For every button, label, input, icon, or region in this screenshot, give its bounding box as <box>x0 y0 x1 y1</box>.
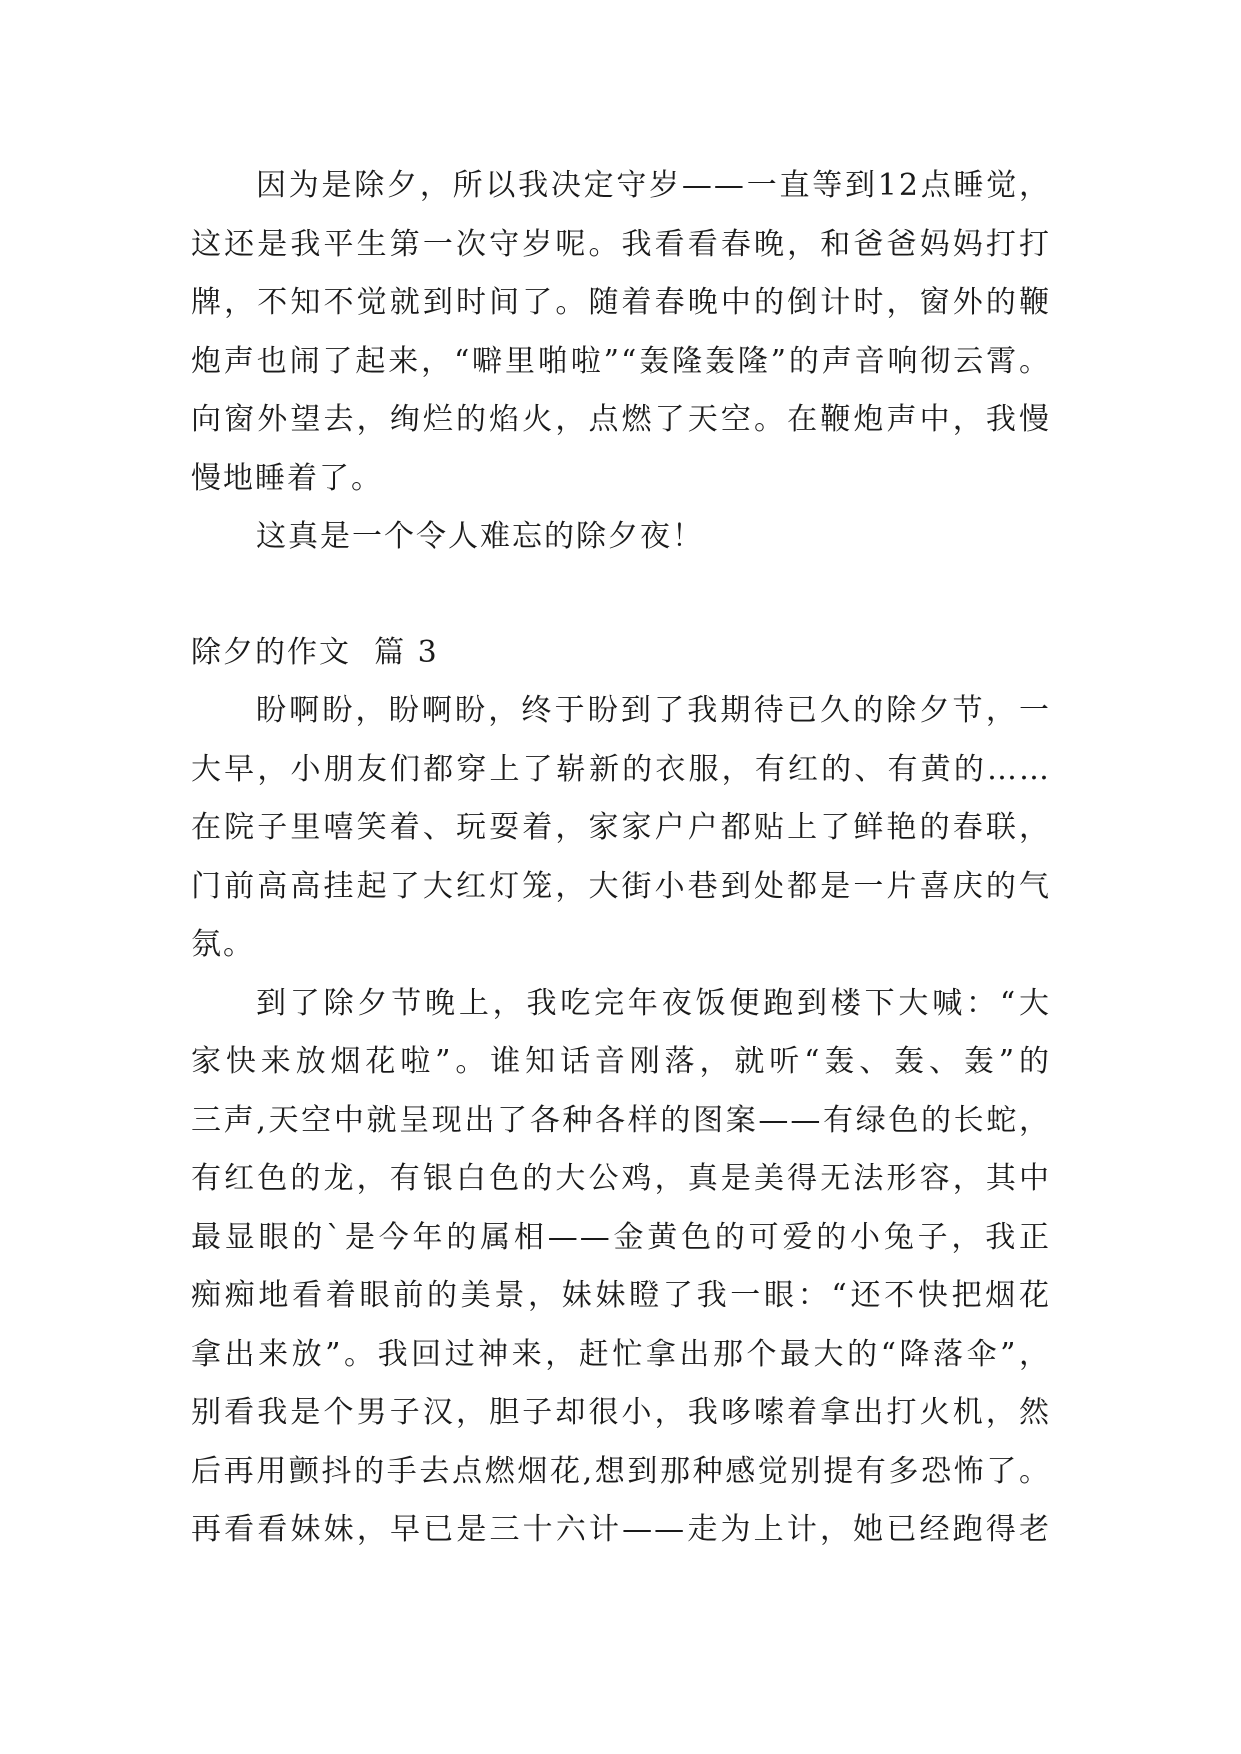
paragraph-3-line-1: 盼啊盼，盼啊盼，终于盼到了我期待已久的除夕节，一 <box>256 693 1051 728</box>
paragraph-4-line-1: 到了除夕节晚上，我吃完年夜饭便跑到楼下大喊：“大 <box>256 986 1051 1021</box>
paragraph-3-line-3: 在院子里嘻笑着、玩耍着，家家户户都贴上了鲜艳的春联， <box>191 810 1051 845</box>
paragraph-1-line-1: 因为是除夕，所以我决定守岁——一直等到12点睡觉， <box>256 168 1051 203</box>
paragraph-2-line-1: 这真是一个令人难忘的除夕夜！ <box>256 519 704 554</box>
paragraph-4-line-6: 痴痴地看着眼前的美景，妹妹瞪了我一眼：“还不快把烟花 <box>191 1278 1051 1313</box>
paragraph-4-line-4: 有红色的龙，有银白色的大公鸡，真是美得无法形容，其中 <box>191 1161 1051 1196</box>
paragraph-4-line-7: 拿出来放”。我回过神来，赶忙拿出那个最大的“降落伞”， <box>191 1337 1051 1372</box>
paragraph-1-line-6: 慢地睡着了。 <box>191 461 383 496</box>
paragraph-1-line-3: 牌，不知不觉就到时间了。随着春晚中的倒计时，窗外的鞭 <box>191 285 1051 320</box>
section-heading: 除夕的作文 篇 3 <box>191 635 439 670</box>
paragraph-3-line-2: 大早，小朋友们都穿上了崭新的衣服，有红的、有黄的…… <box>191 752 1051 787</box>
paragraph-1-line-4: 炮声也闹了起来，“噼里啪啦”“轰隆轰隆”的声音响彻云霄。 <box>191 344 1051 379</box>
paragraph-4-line-5: 最显眼的`是今年的属相——金黄色的可爱的小兔子，我正 <box>191 1220 1051 1255</box>
paragraph-1-line-5: 向窗外望去，绚烂的焰火，点燃了天空。在鞭炮声中，我慢 <box>191 402 1051 437</box>
paragraph-3-line-5: 氛。 <box>191 927 255 962</box>
paragraph-4-line-9: 后再用颤抖的手去点燃烟花,想到那种感觉别提有多恐怖了。 <box>191 1454 1051 1489</box>
paragraph-4-line-10: 再看看妹妹，早已是三十六计——走为上计，她已经跑得老 <box>191 1512 1051 1547</box>
paragraph-1-line-2: 这还是我平生第一次守岁呢。我看看春晚，和爸爸妈妈打打 <box>191 227 1051 262</box>
paragraph-4-line-2: 家快来放烟花啦”。谁知话音刚落，就听“轰、轰、轰”的 <box>191 1044 1051 1079</box>
paragraph-4-line-3: 三声,天空中就呈现出了各种各样的图案——有绿色的长蛇， <box>191 1103 1051 1138</box>
paragraph-3-line-4: 门前高高挂起了大红灯笼，大街小巷到处都是一片喜庆的气 <box>191 869 1051 904</box>
paragraph-4-line-8: 别看我是个男子汉，胆子却很小，我哆嗦着拿出打火机，然 <box>191 1395 1051 1430</box>
